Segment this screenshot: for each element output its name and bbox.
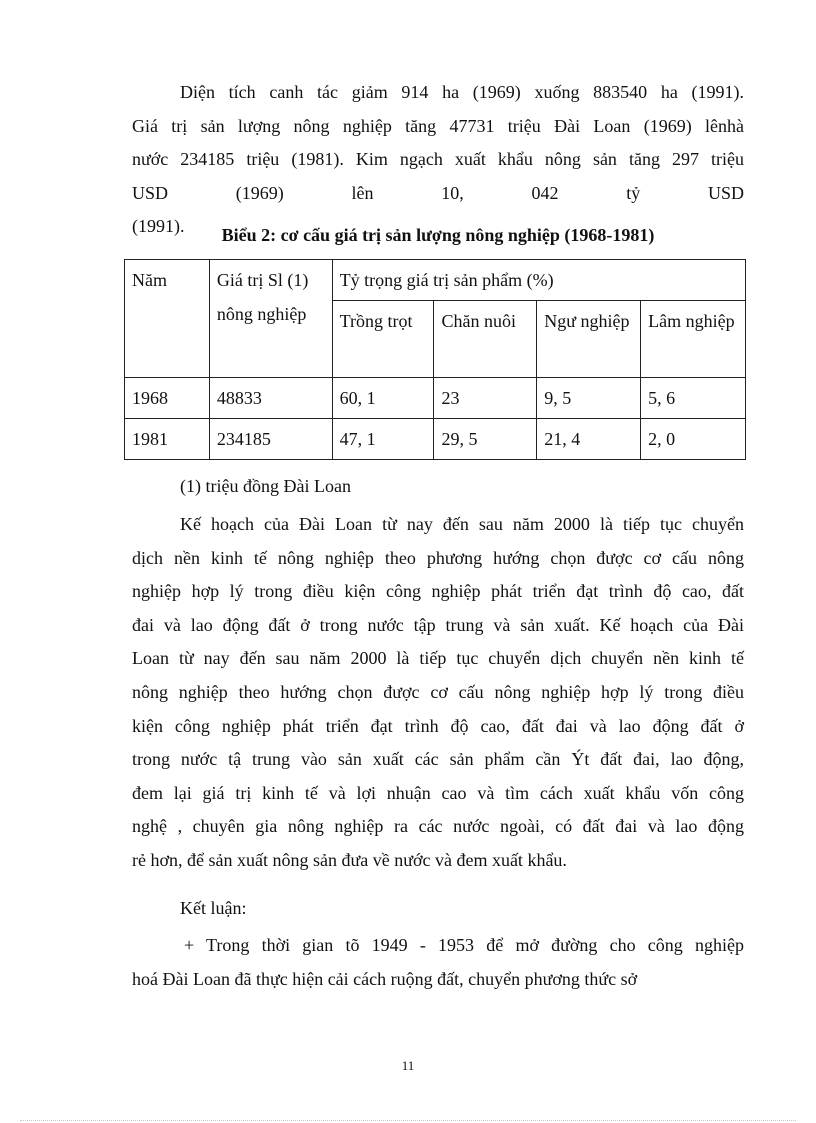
cell-forestry: 2, 0 bbox=[641, 419, 746, 460]
cell-value: 48833 bbox=[209, 378, 332, 419]
text-line: Diện tích canh tác giảm 914 ha (1969) xuống 883540 ha (1991). bbox=[180, 82, 744, 102]
text-line: Giá trị sản lượng nông nghiệp tăng 47731 triệu Đài Loan (1969) lênhà bbox=[132, 115, 744, 136]
cell-fishery: 9, 5 bbox=[537, 378, 641, 419]
agri-structure-table bbox=[124, 259, 746, 460]
header-year: Năm bbox=[125, 260, 210, 378]
text-line: USD (1969) lên 10, 042 tỷ USD (1991). bbox=[132, 182, 744, 237]
table-header-row bbox=[125, 260, 746, 301]
conclusion-heading: Kết luận: bbox=[180, 898, 247, 918]
text-line: nông nghiệp theo hướng chọn được cơ cấu nông nghiệp hợp lý trong điều bbox=[132, 681, 744, 702]
text-line: trong nước tậ trung vào sản xuất các sản phẩm cần Ýt đất đai, lao động, bbox=[132, 749, 744, 770]
text-line: hoá Đài Loan đã thực hiện cải cách ruộng đất, chuyển phương thức sở bbox=[132, 968, 638, 989]
text-line: Kế hoạch của Đài Loan từ nay đến sau năm 2000 là tiếp tục chuyển bbox=[180, 514, 744, 534]
paragraph-conclusion bbox=[132, 929, 744, 996]
text-line: đem lại giá trị kinh tế và lợi nhuận cao và tìm cách xuất khẩu vốn công bbox=[132, 782, 744, 803]
text-line: nước 234185 triệu (1981). Kim ngạch xuất khẩu nông sản tăng 297 triệu bbox=[132, 149, 744, 170]
cell-crops: 47, 1 bbox=[332, 419, 434, 460]
cell-fishery: 21, 4 bbox=[537, 419, 641, 460]
cell-crops: 60, 1 bbox=[332, 378, 434, 419]
header-fishery: Ngư nghiệp bbox=[537, 301, 641, 378]
text-line: Loan từ nay đến sau năm 2000 là tiếp tục chuyển dịch chuyển nền kinh tế bbox=[132, 648, 744, 669]
table-caption: Biểu 2: cơ cấu giá trị sản lượng nông nghiệp (1968-1981) bbox=[221, 225, 655, 245]
table-row bbox=[125, 419, 746, 460]
cell-year: 1981 bbox=[125, 419, 210, 460]
header-crops: Trồng trọt bbox=[332, 301, 434, 378]
cell-livestock: 29, 5 bbox=[434, 419, 537, 460]
table-row bbox=[125, 378, 746, 419]
paragraph-plan bbox=[132, 508, 744, 878]
page-number: 11 bbox=[401, 1058, 415, 1073]
text-line: dịch nền kinh tế nông nghiệp theo phương hướng chọn được cơ cấu nông bbox=[132, 547, 744, 568]
header-share: Tỷ trọng giá trị sản phẩm (%) bbox=[332, 260, 745, 301]
cell-year: 1968 bbox=[125, 378, 210, 419]
header-livestock: Chăn nuôi bbox=[434, 301, 537, 378]
cell-livestock: 23 bbox=[434, 378, 537, 419]
cell-value: 234185 bbox=[209, 419, 332, 460]
text-line: nghệ , chuyên gia nông nghiệp ra các nước ngoài, có đất đai và lao động bbox=[132, 816, 744, 837]
text-line: đai và lao động đất ở trong nước tập trung và sản xuất. Kế hoạch của Đài bbox=[132, 614, 744, 635]
header-forestry: Lâm nghiệp bbox=[641, 301, 746, 378]
text-line: + Trong thời gian tõ 1949 - 1953 để mở đường cho công nghiệp bbox=[184, 935, 744, 955]
text-line: rẻ hơn, để sản xuất nông sản đưa về nước và đem xuất khẩu. bbox=[132, 849, 567, 870]
table-footnote: (1) triệu đồng Đài Loan bbox=[180, 476, 351, 496]
text-line: nghiệp hợp lý trong điều kiện công nghiệp phát triển đạt trình độ cao, đất bbox=[132, 581, 744, 602]
header-value: Giá trị Sl (1) nông nghiệp bbox=[209, 260, 332, 378]
page-bottom-divider bbox=[20, 1120, 796, 1121]
text-line: kiện công nghiệp phát triển đạt trình độ cao, đất đai và lao động đất ở bbox=[132, 715, 744, 736]
cell-forestry: 5, 6 bbox=[641, 378, 746, 419]
